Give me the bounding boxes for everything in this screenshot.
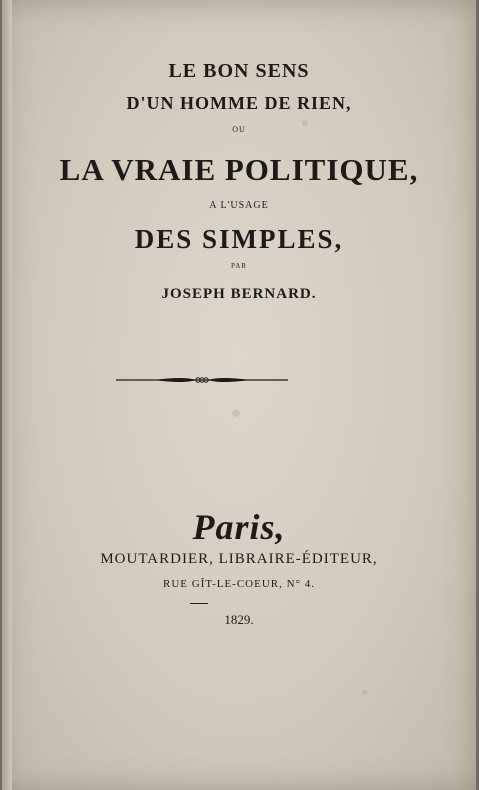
subtitle: DES SIMPLES, <box>134 224 344 254</box>
publication-year: 1829. <box>224 612 254 627</box>
title-conjunction: OU <box>232 125 246 134</box>
foxing-spot <box>362 690 367 695</box>
short-divider <box>190 603 208 604</box>
author-name: JOSEPH BERNARD. <box>161 286 317 302</box>
by-label: PAR <box>231 262 247 270</box>
ornamental-rule <box>114 374 290 386</box>
page-edge <box>2 0 12 790</box>
publication-city: Paris, <box>192 507 286 547</box>
title-line-1: LE BON SENS <box>168 60 310 82</box>
publisher-address: RUE GÎT-LE-COEUR, N° 4. <box>163 578 315 590</box>
title-page <box>2 0 476 790</box>
subtitle-prefix: A L'USAGE <box>209 200 269 211</box>
main-title: LA VRAIE POLITIQUE, <box>59 152 419 187</box>
title-line-2: D'UN HOMME DE RIEN, <box>126 93 352 113</box>
foxing-spot <box>232 410 240 417</box>
publisher-name: MOUTARDIER, LIBRAIRE-ÉDITEUR, <box>100 551 378 567</box>
